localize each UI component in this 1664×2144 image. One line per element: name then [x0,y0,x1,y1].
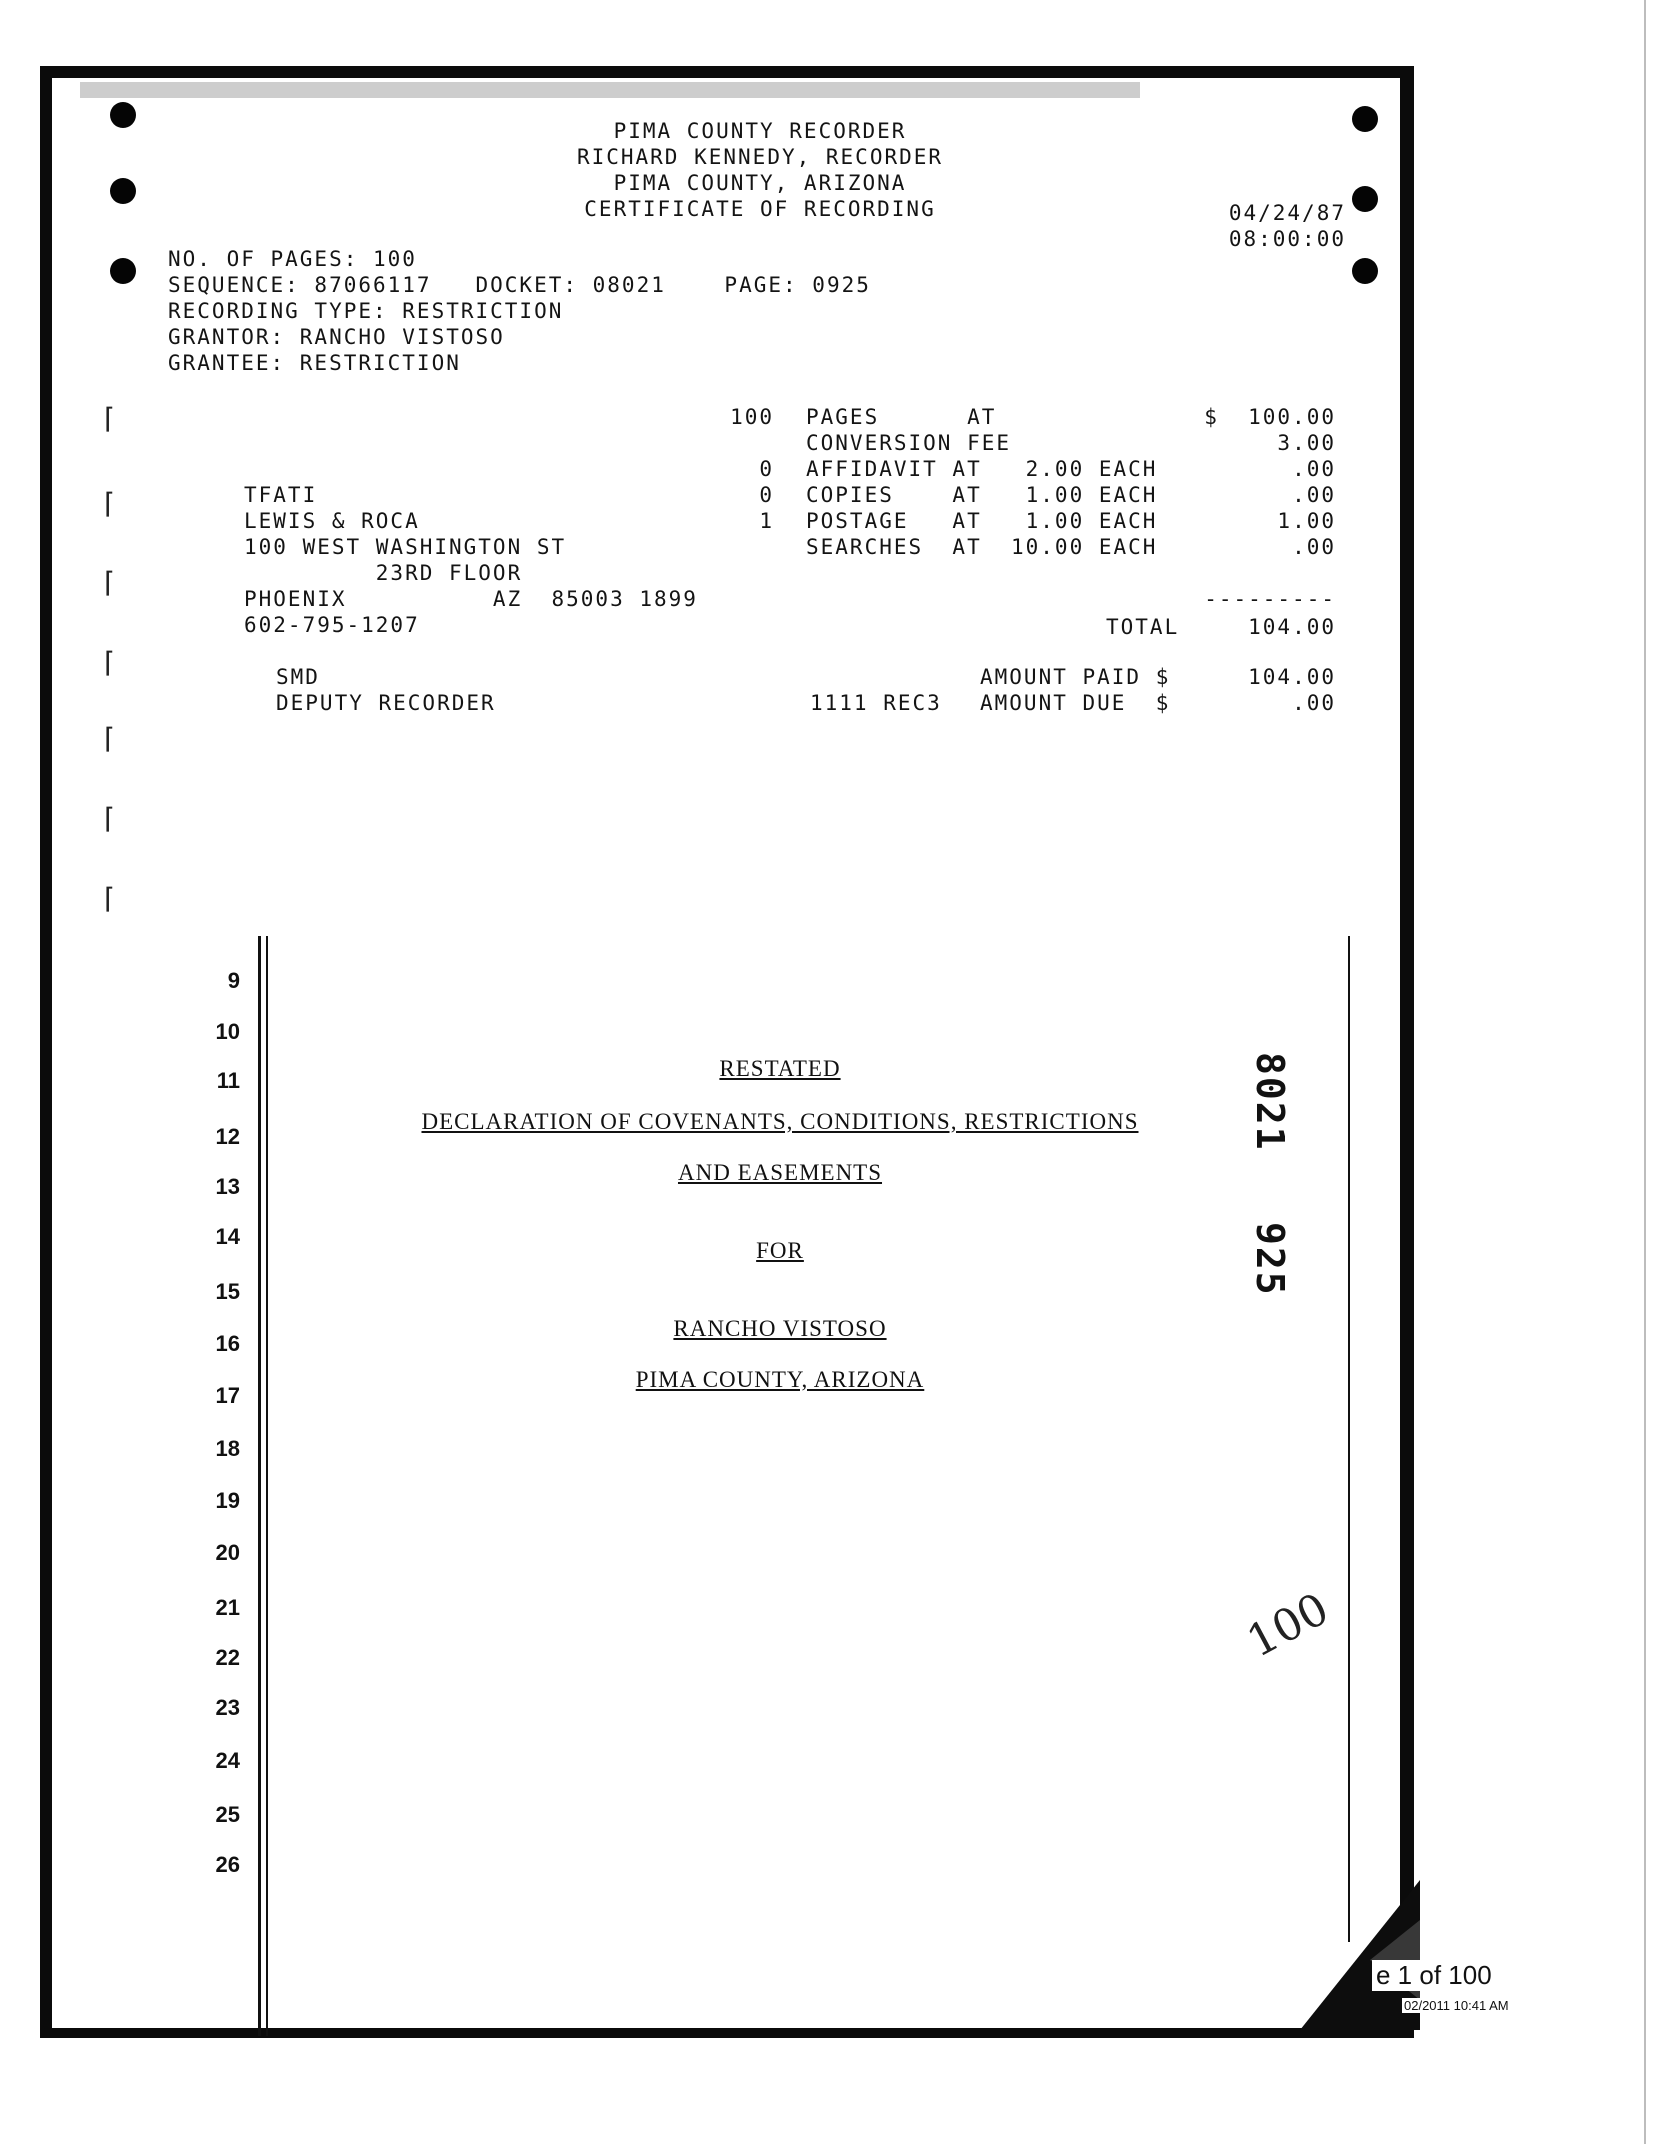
address-line: 23RD FLOOR [244,561,523,585]
line-number: 23 [215,1695,240,1720]
title-for: FOR [756,1238,804,1263]
signer-title: DEPUTY RECORDER [276,691,496,715]
title-pima-county: PIMA COUNTY, ARIZONA [635,1367,925,1392]
margin-rule [258,936,261,2036]
feed-mark: ⌈ [104,487,115,520]
fee-desc: POSTAGE AT 1.00 EACH [806,509,1158,533]
line-number: 19 [215,1488,240,1513]
fee-amount: 3.00 [1277,431,1336,455]
fee-desc: PAGES AT [806,405,997,429]
register-id: 1111 REC3 [810,691,942,715]
certificate-header-1: PIMA COUNTY RECORDER [613,119,907,143]
page-stamp: 925 [1248,1222,1292,1297]
fee-amount: .00 [1292,535,1336,559]
title-restated: RESTATED [719,1056,841,1081]
viewer-scrollbar-edge [1644,0,1646,2144]
total-amount: 104.00 [1248,615,1336,639]
docket-stamp: 8021 [1248,1052,1292,1152]
punch-hole [110,102,136,128]
recording-time: 08:00:00 [1228,227,1346,251]
amount-due-label: AMOUNT DUE $ [980,691,1171,715]
fee-desc: CONVERSION FEE [806,431,1012,455]
line-number: 9 [227,968,240,993]
fee-qty: 0 [759,483,774,507]
certificate-header-3: PIMA COUNTY, ARIZONA [613,171,907,195]
fee-qty: 0 [759,457,774,481]
phone-line: 602-795-1207 [244,613,420,637]
line-number: 20 [215,1540,240,1565]
line-number: 24 [215,1748,240,1773]
fee-amount: $ 100.00 [1204,405,1336,429]
fee-desc: AFFIDAVIT AT 2.00 EACH [806,457,1158,481]
address-line: PHOENIX AZ 85003 1899 [244,587,698,611]
sequence-line: SEQUENCE: 87066117 DOCKET: 08021 PAGE: 0925 [168,273,871,297]
line-number: 21 [215,1595,240,1620]
certificate-header-2: RICHARD KENNEDY, RECORDER [576,145,944,169]
punch-hole [1352,258,1378,284]
feed-mark: ⌈ [104,402,115,435]
grantor-line: GRANTOR: RANCHO VISTOSO [168,325,505,349]
punch-hole [110,258,136,284]
line-number: 14 [215,1224,240,1249]
total-divider: --------- [1204,587,1336,611]
line-number: 18 [215,1436,240,1461]
address-line: TFATI [244,483,318,507]
recording-date: 04/24/87 [1228,201,1346,225]
page-indicator: e 1 of 100 [1372,1960,1496,1991]
fee-amount: .00 [1292,483,1336,507]
fee-amount: .00 [1292,457,1336,481]
title-declaration: DECLARATION OF COVENANTS, CONDITIONS, RESTRICTIONS [421,1109,1139,1134]
address-line: 100 WEST WASHINGTON ST [244,535,567,559]
feed-mark: ⌈ [104,566,115,599]
line-number: 16 [215,1331,240,1356]
feed-mark: ⌈ [104,646,115,679]
fee-qty: 100 [730,405,774,429]
feed-mark: ⌈ [104,722,115,755]
fee-amount: 1.00 [1277,509,1336,533]
fee-desc: SEARCHES AT 10.00 EACH [806,535,1158,559]
line-number: 26 [215,1852,240,1877]
grantee-line: GRANTEE: RESTRICTION [168,351,461,375]
line-number: 11 [216,1068,240,1093]
handwritten-page-count: 100 [1238,1583,1338,1668]
address-line: LEWIS & ROCA [244,509,420,533]
signer-initials: SMD [276,665,320,689]
fee-qty: 1 [759,509,774,533]
feed-mark: ⌈ [104,882,115,915]
punch-hole [110,178,136,204]
title-rancho-vistoso: RANCHO VISTOSO [673,1316,887,1341]
pages-count: NO. OF PAGES: 100 [168,247,417,271]
certificate-header-4: CERTIFICATE OF RECORDING [584,197,936,221]
margin-rule [266,936,268,2036]
right-margin-rule [1348,936,1350,1942]
punch-hole [1352,186,1378,212]
line-number: 25 [215,1802,240,1827]
line-number: 13 [215,1174,240,1199]
line-number: 22 [215,1645,240,1670]
fee-desc: COPIES AT 1.00 EACH [806,483,1158,507]
title-easements: AND EASEMENTS [677,1160,883,1185]
feed-mark: ⌈ [104,802,115,835]
line-number: 12 [215,1124,240,1149]
line-number: 17 [215,1383,240,1408]
recording-type: RECORDING TYPE: RESTRICTION [168,299,564,323]
total-label: TOTAL [1106,615,1180,639]
print-timestamp: 02/2011 10:41 AM [1404,1998,1509,2013]
amount-paid-label: AMOUNT PAID $ [980,665,1171,689]
scan-noise [80,82,1140,98]
line-number: 10 [215,1019,240,1044]
line-number: 15 [215,1279,240,1304]
punch-hole [1352,106,1378,132]
amount-due: .00 [1292,691,1336,715]
amount-paid: 104.00 [1248,665,1336,689]
